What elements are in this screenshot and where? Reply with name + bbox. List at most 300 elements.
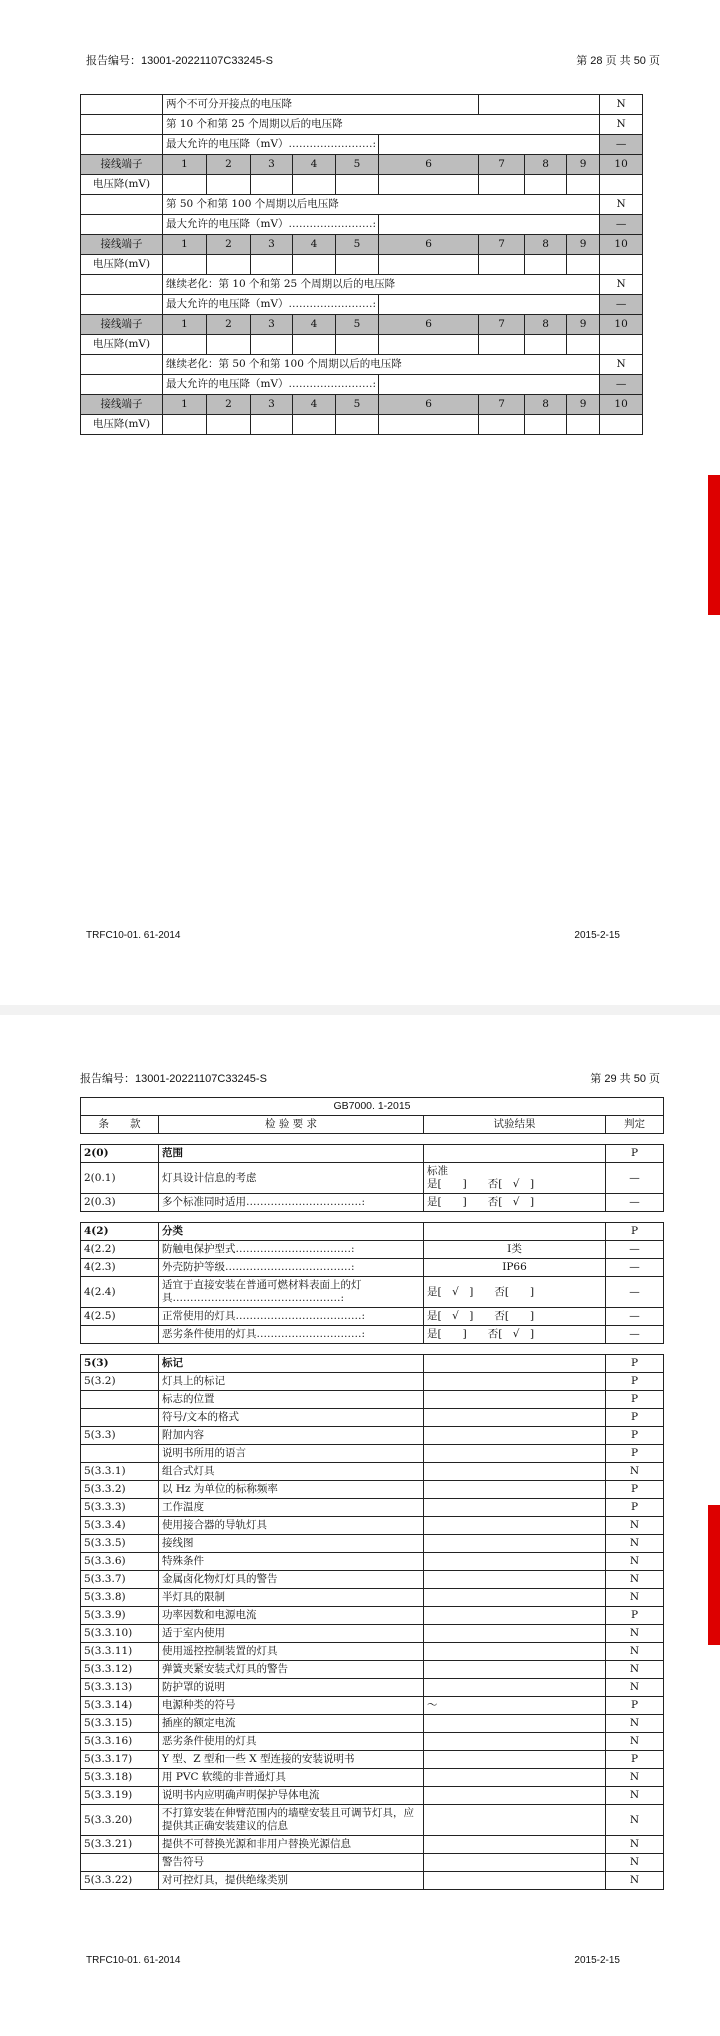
terminal-number: 7: [479, 395, 525, 415]
voltage-drop-value: [163, 415, 207, 435]
voltage-drop-value: [600, 415, 643, 435]
terminal-number: 6: [379, 235, 479, 255]
requirement-text: 附加内容: [159, 1427, 424, 1445]
clause-number: 5(3.3.6): [81, 1553, 159, 1571]
requirement-row: [81, 1769, 664, 1787]
requirement-text: 继续老化：第 10 个和第 25 个周期以后的电压降: [163, 275, 600, 295]
voltage-drop-row: [81, 175, 643, 195]
requirement-row: [81, 1481, 664, 1499]
footer-doc-code: TRFC10-01. 61-2014: [86, 930, 181, 941]
verdict-cell: N: [600, 355, 643, 375]
voltage-drop-value: [525, 255, 567, 275]
clause-number: 5(3.3.4): [81, 1517, 159, 1535]
voltage-drop-value: [479, 415, 525, 435]
voltage-drop-value: [293, 415, 336, 435]
requirement-row: [81, 1194, 664, 1212]
requirement-text: 多个标准同时适用……………………………:: [159, 1194, 424, 1212]
clause-number: 4(2.5): [81, 1308, 159, 1326]
terminal-row: [81, 235, 643, 255]
report-number: 报告编号：13001-20221107C33245-S: [86, 55, 273, 67]
requirement-row: [81, 1517, 664, 1535]
verdict-cell: P: [606, 1697, 664, 1715]
requirement-text: Y 型、Z 型和一些 X 型连接的安装说明书: [159, 1751, 424, 1769]
empty-cell: [81, 375, 163, 395]
verdict-cell: N: [606, 1589, 664, 1607]
requirement-text: 恶劣条件使用的灯具…………………………:: [159, 1326, 424, 1344]
requirement-row: [81, 1277, 664, 1308]
voltage-drop-value: [479, 175, 525, 195]
terminal-number: 3: [251, 395, 293, 415]
clause-number: 5(3.3.14): [81, 1697, 159, 1715]
page-footer: [86, 930, 620, 941]
requirement-text: 适于室内使用: [159, 1625, 424, 1643]
empty-cell: [81, 115, 163, 135]
voltage-drop-value: [163, 335, 207, 355]
gap-cell: [81, 1134, 664, 1145]
requirement-row: [81, 1163, 664, 1194]
empty-cell: [81, 275, 163, 295]
terminal-number: 8: [525, 235, 567, 255]
voltage-drop-value: [379, 415, 479, 435]
clause-number: 5(3.3.5): [81, 1535, 159, 1553]
requirement-text: 使用接合器的导轨灯具: [159, 1517, 424, 1535]
voltage-drop-value: [567, 255, 600, 275]
test-row: [81, 295, 643, 315]
requirement-text: 功率因数和电源电流: [159, 1607, 424, 1625]
verdict-cell: N: [606, 1553, 664, 1571]
requirement-text: 防触电保护型式……………………………:: [159, 1241, 424, 1259]
clause-number: 5(3.3.19): [81, 1787, 159, 1805]
voltage-drop-label: 电压降(mV): [81, 415, 163, 435]
voltage-drop-table: [80, 94, 643, 435]
verdict-cell: P: [606, 1607, 664, 1625]
verdict-cell: P: [606, 1409, 664, 1427]
terminal-number: 6: [379, 315, 479, 335]
terminal-number: 8: [525, 315, 567, 335]
test-row: [81, 135, 643, 155]
terminal-number: 3: [251, 315, 293, 335]
requirement-row: [81, 1463, 664, 1481]
result-header: 试验结果: [424, 1116, 606, 1134]
requirement-header: 检 验 要 求: [159, 1116, 424, 1134]
result-cell: [424, 1661, 606, 1679]
red-edge-mark: [708, 1505, 720, 1645]
empty-cell: [81, 215, 163, 235]
clause-number: 5(3.3.13): [81, 1679, 159, 1697]
voltage-drop-label: 电压降(mV): [81, 335, 163, 355]
terminal-number: 1: [163, 155, 207, 175]
terminal-row: [81, 395, 643, 415]
result-cell: [424, 1589, 606, 1607]
test-row: [81, 195, 643, 215]
requirement-text: 正常使用的灯具………………………………:: [159, 1308, 424, 1326]
requirement-row: [81, 1589, 664, 1607]
clause-number: 5(3.3.15): [81, 1715, 159, 1733]
result-cell: [424, 1751, 606, 1769]
terminal-label: 接线端子: [81, 235, 163, 255]
section-header-row: [81, 1145, 664, 1163]
voltage-drop-value: [207, 175, 251, 195]
result-cell: [424, 1836, 606, 1854]
section-verdict: P: [606, 1355, 664, 1373]
test-row: [81, 375, 643, 395]
terminal-number: 4: [293, 395, 336, 415]
result-line-1: 标准: [427, 1165, 448, 1177]
voltage-drop-value: [251, 175, 293, 195]
verdict-cell: N: [606, 1535, 664, 1553]
requirement-row: [81, 1805, 664, 1836]
result-cell: [424, 1463, 606, 1481]
result-cell: [424, 1643, 606, 1661]
clause-number: 5(3.3.18): [81, 1769, 159, 1787]
clause-number: 5(3.3.12): [81, 1661, 159, 1679]
result-cell: [424, 1769, 606, 1787]
requirement-text: 半灯具的限制: [159, 1589, 424, 1607]
result-cell: [424, 1391, 606, 1409]
voltage-drop-row: [81, 255, 643, 275]
requirement-row: [81, 1499, 664, 1517]
requirement-row: [81, 1751, 664, 1769]
page-number: 第 29 共 50 页: [590, 1073, 660, 1085]
empty-cell: [81, 195, 163, 215]
result-cell: Ⅰ类: [424, 1241, 606, 1259]
terminal-number: 4: [293, 315, 336, 335]
result-cell: [424, 1553, 606, 1571]
terminal-label: 接线端子: [81, 155, 163, 175]
verdict-cell: —: [600, 215, 643, 235]
footer-doc-code: TRFC10-01. 61-2014: [86, 1955, 181, 1966]
result-cell: [424, 1872, 606, 1890]
requirement-row: [81, 1625, 664, 1643]
voltage-drop-value: [293, 175, 336, 195]
voltage-drop-value: [567, 175, 600, 195]
requirement-row: [81, 1571, 664, 1589]
terminal-number: 1: [163, 315, 207, 335]
section-gap: [81, 1212, 664, 1223]
result-cell: [424, 1517, 606, 1535]
empty-cell: [81, 95, 163, 115]
result-cell: ～: [424, 1697, 606, 1715]
standard-number: GB7000. 1-2015: [81, 1098, 664, 1116]
section-title: 范围: [159, 1145, 424, 1163]
verdict-cell: N: [606, 1805, 664, 1836]
verdict-cell: N: [606, 1571, 664, 1589]
clause-number: [81, 1326, 159, 1344]
red-edge-mark: [708, 475, 720, 615]
section-verdict: P: [606, 1223, 664, 1241]
terminal-number: 1: [163, 395, 207, 415]
requirement-text: 组合式灯具: [159, 1463, 424, 1481]
verdict-cell: P: [606, 1499, 664, 1517]
page-header: [86, 52, 660, 68]
requirement-row: [81, 1697, 664, 1715]
terminal-number: 9: [567, 315, 600, 335]
terminal-number: 10: [600, 235, 643, 255]
verdict-cell: N: [606, 1836, 664, 1854]
clause-number: 2(0.3): [81, 1194, 159, 1212]
terminal-number: 10: [600, 315, 643, 335]
result-cell: IP66: [424, 1259, 606, 1277]
requirement-row: [81, 1409, 664, 1427]
requirement-row: [81, 1643, 664, 1661]
voltage-drop-value: [379, 335, 479, 355]
terminal-number: 2: [207, 155, 251, 175]
test-row: [81, 355, 643, 375]
terminal-number: 8: [525, 155, 567, 175]
result-cell: 是[ ] 否[ √ ]: [424, 1194, 606, 1212]
requirement-row: [81, 1854, 664, 1872]
voltage-drop-row: [81, 335, 643, 355]
terminal-number: 4: [293, 235, 336, 255]
section-title: 分类: [159, 1223, 424, 1241]
clause-number: 5(3.3): [81, 1427, 159, 1445]
voltage-drop-value: [207, 335, 251, 355]
requirement-row: [81, 1427, 664, 1445]
verdict-cell: N: [600, 195, 643, 215]
requirement-text: 电源种类的符号: [159, 1697, 424, 1715]
verdict-cell: N: [606, 1625, 664, 1643]
requirement-row: [81, 1607, 664, 1625]
requirement-row: [81, 1872, 664, 1890]
verdict-cell: N: [606, 1787, 664, 1805]
voltage-drop-value: [336, 335, 379, 355]
terminal-number: 5: [336, 235, 379, 255]
section-title: 标记: [159, 1355, 424, 1373]
terminal-number: 5: [336, 395, 379, 415]
verdict-cell: N: [606, 1769, 664, 1787]
requirement-text: 插座的额定电流: [159, 1715, 424, 1733]
voltage-drop-value: [379, 175, 479, 195]
voltage-drop-value: [336, 175, 379, 195]
clause-number: 5(3.2): [81, 1373, 159, 1391]
verdict-cell: —: [606, 1163, 664, 1194]
gap-cell: [81, 1344, 664, 1355]
requirement-row: [81, 1733, 664, 1751]
section-clause: 2(0): [81, 1145, 159, 1163]
result-cell: 是[ ] 否[ √ ]: [424, 1326, 606, 1344]
requirement-text: 不打算安装在伸臂范围内的墙壁安装且可调节灯具，应提供其正确安装建议的信息: [159, 1805, 424, 1836]
terminal-number: 8: [525, 395, 567, 415]
requirement-text: 提供不可替换光源和非用户替换光源信息: [159, 1836, 424, 1854]
verdict-cell: N: [606, 1679, 664, 1697]
requirement-text: 说明书所用的语言: [159, 1445, 424, 1463]
clause-number: 5(3.3.17): [81, 1751, 159, 1769]
terminal-label: 接线端子: [81, 315, 163, 335]
verdict-cell: P: [606, 1373, 664, 1391]
verdict-cell: N: [600, 95, 643, 115]
section-gap: [81, 1134, 664, 1145]
requirement-row: [81, 1553, 664, 1571]
section-header-row: [81, 1223, 664, 1241]
requirement-text: 说明书内应明确声明保护导体电流: [159, 1787, 424, 1805]
verdict-cell: —: [606, 1308, 664, 1326]
clause-number: 5(3.3.22): [81, 1872, 159, 1890]
voltage-drop-value: [207, 255, 251, 275]
requirement-text: 符号/文本的格式: [159, 1409, 424, 1427]
requirement-row: [81, 1373, 664, 1391]
terminal-number: 2: [207, 315, 251, 335]
result-cell: [379, 375, 600, 395]
requirement-row: [81, 1445, 664, 1463]
voltage-drop-value: [251, 255, 293, 275]
terminal-number: 9: [567, 235, 600, 255]
section-gap: [81, 1344, 664, 1355]
requirement-text: 灯具上的标记: [159, 1373, 424, 1391]
voltage-drop-value: [336, 415, 379, 435]
verdict-cell: —: [606, 1259, 664, 1277]
terminal-number: 5: [336, 315, 379, 335]
report-page-29: [0, 1015, 720, 2036]
inspection-table: [80, 1097, 664, 1890]
gap-cell: [81, 1212, 664, 1223]
section-clause: 5(3): [81, 1355, 159, 1373]
requirement-text: 弹簧夹紧安装式灯具的警告: [159, 1661, 424, 1679]
result-cell: [424, 1499, 606, 1517]
voltage-drop-value: [336, 255, 379, 275]
requirement-text: 灯具设计信息的考虑: [159, 1163, 424, 1194]
clause-number: 5(3.3.9): [81, 1607, 159, 1625]
requirement-text: 最大允许的电压降（mV）……………………:: [163, 295, 379, 315]
report-page-28: [0, 0, 720, 1005]
clause-number: 5(3.3.20): [81, 1805, 159, 1836]
clause-number: 5(3.3.3): [81, 1499, 159, 1517]
requirement-text: 用 PVC 软缆的非普通灯具: [159, 1769, 424, 1787]
result-cell: [424, 1409, 606, 1427]
footer-date: 2015-2-15: [574, 930, 620, 941]
clause-number: 5(3.3.16): [81, 1733, 159, 1751]
requirement-text: 标志的位置: [159, 1391, 424, 1409]
terminal-number: 7: [479, 315, 525, 335]
clause-number: 4(2.3): [81, 1259, 159, 1277]
requirement-text: 防护罩的说明: [159, 1679, 424, 1697]
result-cell: [424, 1805, 606, 1836]
result-cell: [379, 295, 600, 315]
verdict-header: 判定: [606, 1116, 664, 1134]
section-header-row: [81, 1355, 664, 1373]
voltage-drop-value: [251, 415, 293, 435]
requirement-text: 工作温度: [159, 1499, 424, 1517]
requirement-text: 特殊条件: [159, 1553, 424, 1571]
verdict-cell: N: [606, 1872, 664, 1890]
clause-number: 5(3.3.11): [81, 1643, 159, 1661]
voltage-drop-label: 电压降(mV): [81, 175, 163, 195]
clause-number: 5(3.3.1): [81, 1463, 159, 1481]
result-cell: 是[ √ ] 否[ ]: [424, 1277, 606, 1308]
verdict-cell: P: [606, 1481, 664, 1499]
result-cell: [424, 1373, 606, 1391]
clause-number: 5(3.3.8): [81, 1589, 159, 1607]
voltage-drop-value: [600, 175, 643, 195]
verdict-cell: P: [606, 1445, 664, 1463]
verdict-cell: —: [606, 1241, 664, 1259]
section-result: [424, 1355, 606, 1373]
verdict-cell: —: [606, 1277, 664, 1308]
test-row: [81, 115, 643, 135]
page-number: 第 28 页 共 50 页: [576, 55, 660, 67]
section-result: [424, 1145, 606, 1163]
verdict-cell: N: [606, 1463, 664, 1481]
verdict-cell: N: [606, 1715, 664, 1733]
section-clause: 4(2): [81, 1223, 159, 1241]
verdict-cell: N: [606, 1643, 664, 1661]
terminal-number: 3: [251, 235, 293, 255]
clause-number: 5(3.3.2): [81, 1481, 159, 1499]
test-row: [81, 275, 643, 295]
requirement-row: [81, 1661, 664, 1679]
voltage-drop-value: [600, 335, 643, 355]
clause-header: 条 款: [81, 1116, 159, 1134]
terminal-row: [81, 315, 643, 335]
voltage-drop-value: [293, 335, 336, 355]
terminal-row: [81, 155, 643, 175]
requirement-text: 以 Hz 为单位的标称频率: [159, 1481, 424, 1499]
result-cell: [379, 215, 600, 235]
result-cell: [424, 1535, 606, 1553]
requirement-text: 两个不可分开接点的电压降: [163, 95, 479, 115]
terminal-label: 接线端子: [81, 395, 163, 415]
requirement-text: 最大允许的电压降（mV）……………………:: [163, 135, 379, 155]
result-cell: [424, 1733, 606, 1751]
result-cell: [424, 1787, 606, 1805]
terminal-number: 10: [600, 155, 643, 175]
clause-number: 5(3.3.7): [81, 1571, 159, 1589]
requirement-row: [81, 1391, 664, 1409]
empty-cell: [81, 135, 163, 155]
result-cell: 是[ √ ] 否[ ]: [424, 1308, 606, 1326]
clause-number: 2(0.1): [81, 1163, 159, 1194]
requirement-text: 最大允许的电压降（mV）……………………:: [163, 215, 379, 235]
requirement-text: 继续老化：第 50 个和第 100 个周期以后的电压降: [163, 355, 600, 375]
voltage-drop-value: [207, 415, 251, 435]
verdict-cell: P: [606, 1751, 664, 1769]
voltage-drop-value: [479, 335, 525, 355]
clause-number: 4(2.2): [81, 1241, 159, 1259]
terminal-number: 7: [479, 155, 525, 175]
verdict-cell: —: [600, 375, 643, 395]
terminal-number: 9: [567, 155, 600, 175]
requirement-text: 对可控灯具，提供绝缘类别: [159, 1872, 424, 1890]
terminal-number: 1: [163, 235, 207, 255]
terminal-number: 6: [379, 395, 479, 415]
verdict-cell: N: [606, 1517, 664, 1535]
requirement-text: 金属卤化物灯灯具的警告: [159, 1571, 424, 1589]
requirement-text: 第 10 个和第 25 个周期以后的电压降: [163, 115, 600, 135]
voltage-drop-value: [525, 415, 567, 435]
voltage-drop-value: [525, 335, 567, 355]
verdict-cell: N: [606, 1661, 664, 1679]
voltage-drop-value: [600, 255, 643, 275]
result-cell: [424, 1854, 606, 1872]
verdict-cell: —: [606, 1194, 664, 1212]
requirement-text: 第 50 个和第 100 个周期以后电压降: [163, 195, 600, 215]
requirement-row: [81, 1679, 664, 1697]
verdict-cell: N: [600, 275, 643, 295]
voltage-drop-value: [251, 335, 293, 355]
verdict-cell: N: [600, 115, 643, 135]
result-cell: [424, 1679, 606, 1697]
result-cell: [424, 1481, 606, 1499]
terminal-number: 10: [600, 395, 643, 415]
requirement-row: [81, 1715, 664, 1733]
voltage-drop-value: [479, 255, 525, 275]
result-cell: [424, 1715, 606, 1733]
result-cell: [424, 1445, 606, 1463]
clause-number: [81, 1409, 159, 1427]
result-cell: [424, 1163, 606, 1194]
verdict-cell: N: [606, 1733, 664, 1751]
clause-number: 4(2.4): [81, 1277, 159, 1308]
column-header-row: [81, 1116, 664, 1134]
